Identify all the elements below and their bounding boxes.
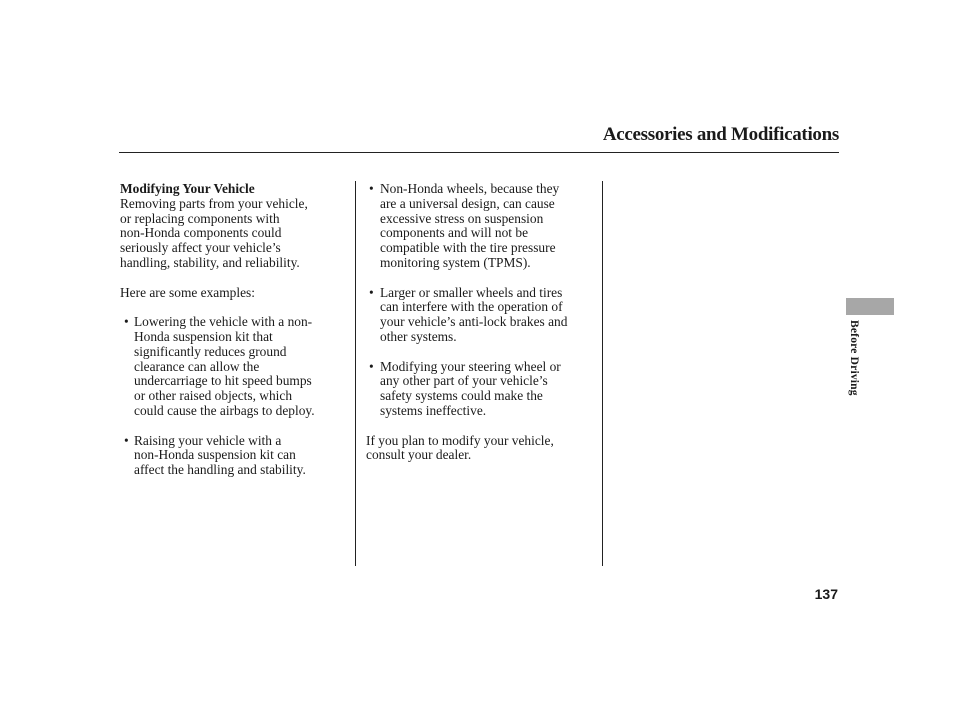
bullet-item-steering: [366, 360, 598, 419]
bullet-line: systems ineffective.: [380, 402, 487, 418]
bullet-line: other systems.: [380, 328, 457, 344]
header-rule: [119, 152, 839, 153]
bullet-line: Modifying your steering wheel or: [380, 358, 561, 374]
bullet-line: can interfere with the operation of: [380, 299, 563, 315]
bullet-line: Larger or smaller wheels and tires: [380, 284, 563, 300]
bullet-icon: •: [369, 284, 374, 300]
page-title: Accessories and Modifications: [602, 124, 839, 145]
bullet-line: could cause the airbags to deploy.: [134, 402, 315, 418]
intro-line: non-Honda components could: [120, 225, 282, 241]
bullet-line: excessive stress on suspension: [380, 210, 544, 226]
right-column: [366, 182, 598, 463]
intro-line: Removing parts from your vehicle,: [120, 195, 308, 211]
bullet-line: Raising your vehicle with a: [134, 432, 282, 448]
section-heading: Modifying Your Vehicle: [120, 181, 255, 196]
column-divider: [602, 181, 603, 566]
bullet-line: your vehicle’s anti-lock brakes and: [380, 314, 568, 330]
bullet-icon: •: [369, 358, 374, 374]
bullet-line: monitoring system (TPMS).: [380, 254, 531, 270]
bullet-line: significantly reduces ground: [134, 343, 287, 359]
closing-line: If you plan to modify your vehicle,: [366, 432, 554, 448]
bullet-icon: •: [124, 432, 129, 448]
bullet-item-raising: [120, 434, 352, 478]
bullet-line: any other part of your vehicle’s: [380, 373, 548, 389]
left-column: [120, 182, 352, 478]
bullet-line: affect the handling and stability.: [134, 462, 306, 478]
intro-paragraph: [120, 197, 352, 271]
bullet-icon: •: [369, 181, 374, 196]
bullet-line: are a universal design, can cause: [380, 195, 555, 211]
bullet-line: Lowering the vehicle with a non-: [134, 314, 313, 330]
bullet-line: undercarriage to hit speed bumps: [134, 373, 312, 389]
bullet-line: components and will not be: [380, 225, 529, 241]
section-tab: [846, 298, 894, 315]
closing-line: consult your dealer.: [366, 447, 472, 463]
intro-line: handling, stability, and reliability.: [120, 254, 300, 270]
bullet-item-wheels: [366, 182, 598, 271]
bullet-item-tire-size: [366, 286, 598, 345]
column-divider: [355, 181, 356, 566]
bullet-line: non-Honda suspension kit can: [134, 447, 296, 463]
section-side-label: Before Driving: [848, 320, 860, 396]
intro-line: seriously affect your vehicle’s: [120, 240, 281, 256]
examples-label: Here are some examples:: [120, 284, 255, 300]
bullet-line: Non-Honda wheels, because they: [380, 181, 560, 196]
bullet-line: or other raised objects, which: [134, 388, 293, 404]
bullet-line: safety systems could make the: [380, 388, 543, 404]
closing-paragraph: [366, 434, 598, 464]
bullet-line: Honda suspension kit that: [134, 328, 273, 344]
bullet-line: compatible with the tire pressure: [380, 240, 556, 256]
bullet-icon: •: [124, 314, 129, 330]
intro-line: or replacing components with: [120, 210, 280, 226]
bullet-line: clearance can allow the: [134, 358, 260, 374]
bullet-item-lowering: [120, 315, 352, 419]
page-number: 137: [814, 586, 838, 602]
